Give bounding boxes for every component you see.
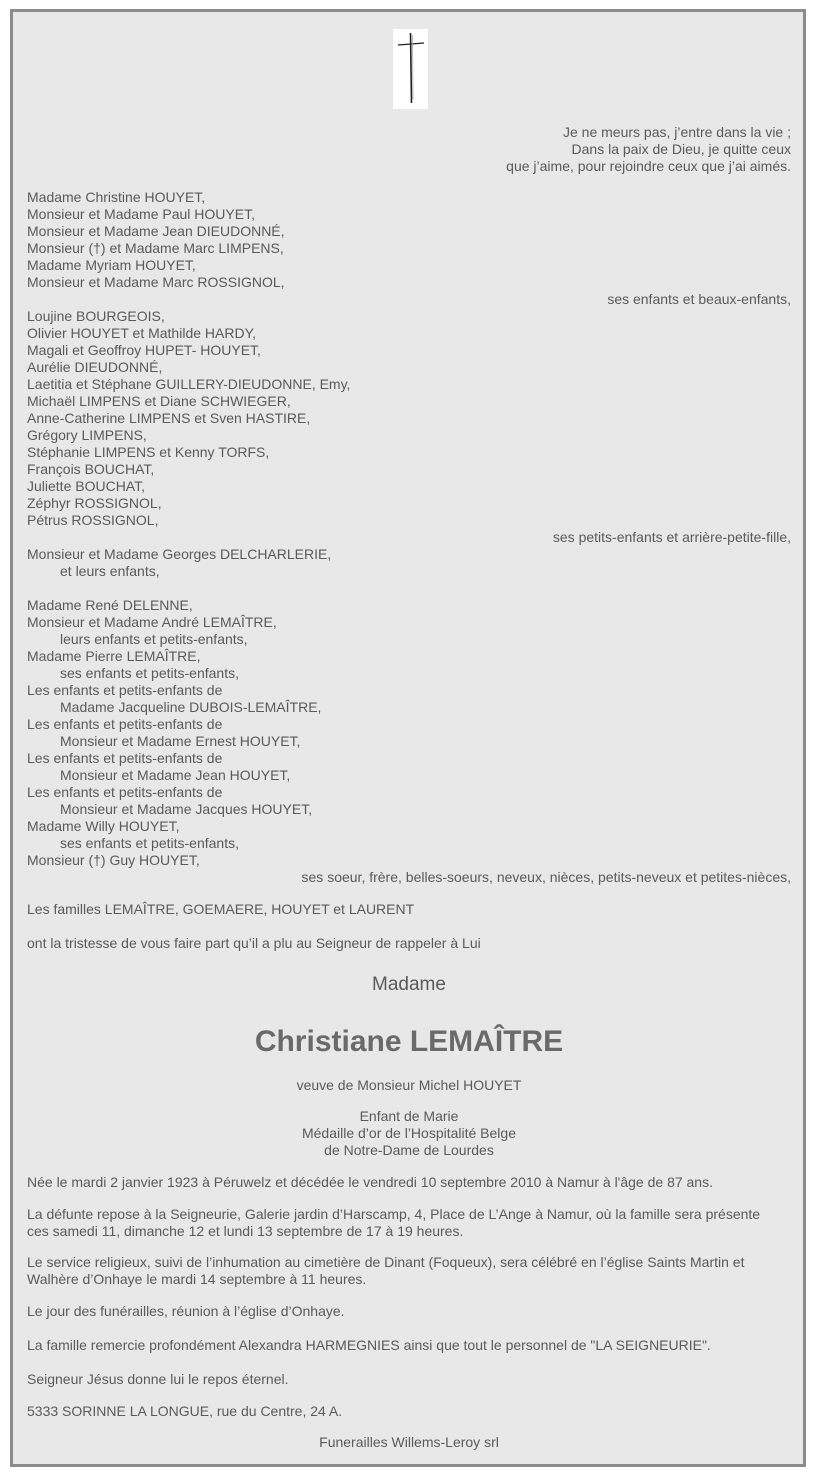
cross-image bbox=[393, 29, 428, 109]
family-line: Monsieur et Madame Jean HOUYET, bbox=[60, 767, 291, 783]
family-line: Aurélie DIEUDONNÉ, bbox=[27, 359, 163, 375]
family-line: Monsieur (†) Guy HOUYET, bbox=[27, 852, 200, 868]
family-line: Pétrus ROSSIGNOL, bbox=[27, 512, 159, 528]
family-line: Monsieur et Madame Paul HOUYET, bbox=[27, 206, 255, 222]
widow-line: veuve de Monsieur Michel HOUYET bbox=[296, 1077, 522, 1093]
rest-line: ces samedi 11, dimanche 12 et lundi 13 septembre de 17 à 19 heures. bbox=[27, 1223, 464, 1239]
funeral-home: Funerailles Willems-Leroy srl bbox=[319, 1434, 499, 1450]
service-line: Walhère d’Onhaye le mardi 14 septembre à 11 heures. bbox=[27, 1271, 367, 1287]
family-line: Monsieur et Madame André LEMAÎTRE, bbox=[27, 614, 277, 630]
honor-line: Enfant de Marie bbox=[359, 1108, 459, 1124]
thanks-line: La famille remercie profondément Alexandra HARMEGNIES ainsi que tout le personnel de "LA SEIGNEURIE". bbox=[27, 1337, 711, 1353]
obituary-card bbox=[10, 9, 806, 1467]
family-line: Loujine BOURGEOIS, bbox=[27, 308, 165, 324]
family-line: Les enfants et petits-enfants de bbox=[27, 784, 223, 800]
prayer-line: Seigneur Jésus donne lui le repos éternel. bbox=[27, 1371, 289, 1387]
funeral-day-line: Le jour des funérailles, réunion à l’église d’Onhaye. bbox=[27, 1303, 345, 1319]
family-line: Olivier HOUYET et Mathilde HARDY, bbox=[27, 325, 256, 341]
announcement: ont la tristesse de vous faire part qu’il a plu au Seigneur de rappeler à Lui bbox=[27, 935, 481, 951]
family-line: Les enfants et petits-enfants de bbox=[27, 750, 223, 766]
family-line: Les enfants et petits-enfants de bbox=[27, 682, 223, 698]
family-line: Juliette BOUCHAT, bbox=[27, 478, 145, 494]
family-line: Monsieur (†) et Madame Marc LIMPENS, bbox=[27, 240, 284, 256]
birth-death-line: Née le mardi 2 janvier 1923 à Péruwelz et décédée le vendredi 10 septembre 2010 à Namur à l'âge de 87 ans. bbox=[27, 1174, 713, 1190]
quote-line: Je ne meurs pas, j’entre dans la vie ; bbox=[562, 124, 791, 140]
address-line: 5333 SORINNE LA LONGUE, rue du Centre, 24 A. bbox=[27, 1403, 343, 1419]
family-line: François BOUCHAT, bbox=[27, 461, 155, 477]
family-line: ses enfants et petits-enfants, bbox=[60, 835, 239, 851]
relation-label: ses petits-enfants et arrière-petite-fille, bbox=[552, 529, 791, 545]
honor-line: de Notre-Dame de Lourdes bbox=[324, 1142, 494, 1158]
family-line: Madame Pierre LEMAÎTRE, bbox=[27, 648, 201, 664]
family-line: Monsieur et Madame Marc ROSSIGNOL, bbox=[27, 274, 285, 290]
relation-label: ses enfants et beaux-enfants, bbox=[607, 291, 791, 307]
family-line: ses enfants et petits-enfants, bbox=[60, 665, 239, 681]
family-line: Madame Willy HOUYET, bbox=[27, 818, 180, 834]
cross-icon bbox=[393, 29, 428, 109]
family-line: et leurs enfants, bbox=[60, 563, 160, 579]
family-line: Monsieur et Madame Georges DELCHARLERIE, bbox=[27, 546, 332, 562]
family-line: Les enfants et petits-enfants de bbox=[27, 716, 223, 732]
family-line: Zéphyr ROSSIGNOL, bbox=[27, 495, 162, 511]
family-line: Monsieur et Madame Jean DIEUDONNÉ, bbox=[27, 223, 285, 239]
family-line: Anne-Catherine LIMPENS et Sven HASTIRE, bbox=[27, 410, 311, 426]
family-line: Madame Christine HOUYET, bbox=[27, 189, 206, 205]
family-line: Grégory LIMPENS, bbox=[27, 427, 147, 443]
deceased-title: Madame bbox=[372, 974, 446, 995]
deceased-name: Christiane LEMAÎTRE bbox=[254, 1025, 564, 1058]
service-line: Le service religieux, suivi de l’inhumation au cimetière de Dinant (Foqueux), sera célébré en l’église Saints Martin et bbox=[27, 1254, 745, 1270]
honor-line: Médaille d’or de l’Hospitalité Belge bbox=[301, 1125, 516, 1141]
family-line: Madame Myriam HOUYET, bbox=[27, 257, 196, 273]
quote-line: que j’aime, pour rejoindre ceux que j’ai aimés. bbox=[506, 158, 791, 174]
family-line: leurs enfants et petits-enfants, bbox=[60, 631, 248, 647]
families-line: Les familles LEMAÎTRE, GOEMAERE, HOUYET et LAURENT bbox=[27, 901, 415, 917]
family-line: Laetitia et Stéphane GUILLERY-DIEUDONNE, Emy, bbox=[27, 376, 351, 392]
relation-label: ses soeur, frère, belles-soeurs, neveux, nièces, petits-neveux et petites-nièces, bbox=[301, 869, 791, 885]
family-line: Monsieur et Madame Ernest HOUYET, bbox=[60, 733, 301, 749]
family-line: Madame Jacqueline DUBOIS-LEMAÎTRE, bbox=[60, 699, 322, 715]
family-line: Madame René DELENNE, bbox=[27, 597, 193, 613]
quote-line: Dans la paix de Dieu, je quitte ceux bbox=[571, 141, 791, 157]
family-line: Monsieur et Madame Jacques HOUYET, bbox=[60, 801, 313, 817]
family-line: Stéphanie LIMPENS et Kenny TORFS, bbox=[27, 444, 270, 460]
family-line: Magali et Geoffroy HUPET- HOUYET, bbox=[27, 342, 261, 358]
rest-line: La défunte repose à la Seigneurie, Galerie jardin d’Harscamp, 4, Place de L’Ange à Namur, où la famille sera présente bbox=[27, 1206, 761, 1222]
family-line: Michaël LIMPENS et Diane SCHWIEGER, bbox=[27, 393, 291, 409]
